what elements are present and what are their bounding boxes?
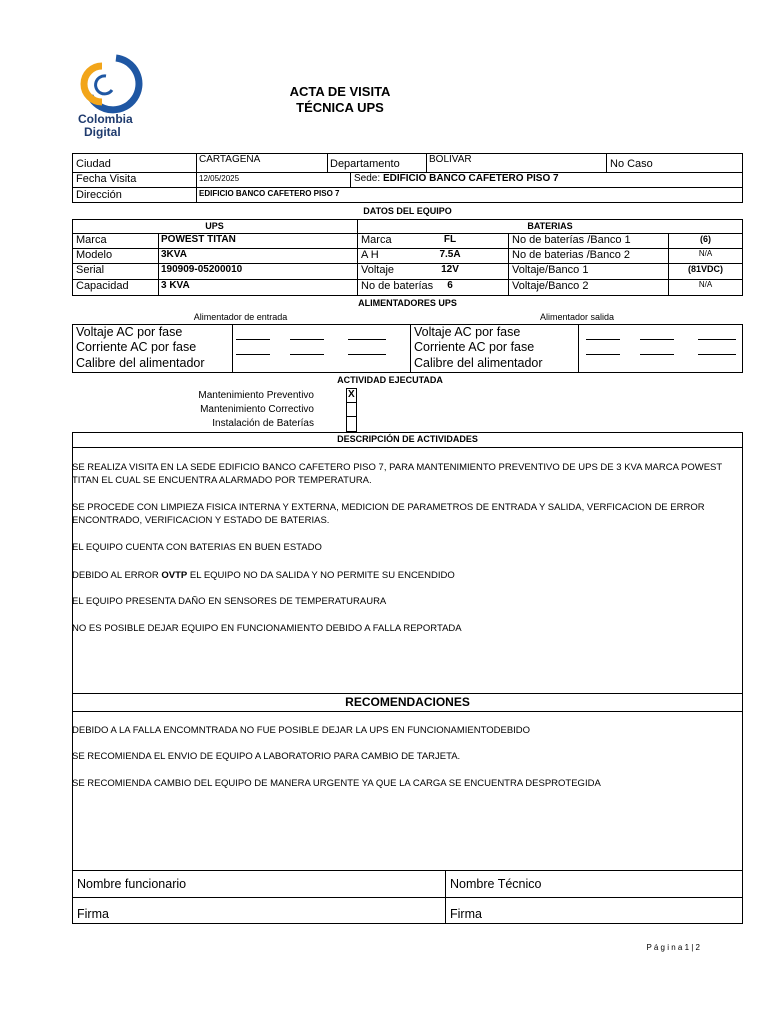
bateria-banco-label-1: No de baterias /Banco 2 [512,249,631,261]
ups-value-0: POWEST TITAN [161,234,236,245]
actividad-title: ACTIVIDAD EJECUTADA [337,375,443,385]
entrada-calibre-label: Calibre del alimentador [76,356,205,370]
firma-tecnico-label: Firma [450,907,482,921]
checkbox-preventivo[interactable] [346,388,357,403]
nombre-funcionario-label: Nombre funcionario [77,877,187,891]
recomendaciones-p3: SE RECOMIENDA CAMBIO DEL EQUIPO DE MANERA URGENTE YA QUE LA CARGA SE ENCUENTRA DESPROTEGIDA [72,778,601,789]
logo-text-line1: Colombia [78,112,133,126]
entrada-header: Alimentador de entrada [193,312,288,322]
departamento-label: Departamento [330,158,400,170]
salida-calibre-label: Calibre del alimentador [414,356,543,370]
entrada-blank-6[interactable] [348,354,386,355]
logo-text-line2: Digital [84,125,121,139]
checkbox-preventivo-mark: X [348,389,355,400]
descripcion-p4-bold: OVTP [161,570,188,581]
nombre-tecnico-label: Nombre Técnico [450,877,542,891]
direccion-label: Dirección [76,189,122,201]
entrada-blank-3[interactable] [348,339,386,340]
ups-value-2: 190909-05200010 [161,264,243,275]
bateria-value-0: FL [443,234,457,245]
sede-value: EDIFICIO BANCO CAFETERO PISO 7 [383,173,559,184]
page-title [250,84,430,116]
title-line1: ACTA DE VISITA [289,84,391,99]
entrada-blank-2[interactable] [290,339,324,340]
bateria-banco-value-1: N/A [698,249,713,258]
title-line2: TÉCNICA UPS [296,100,384,115]
salida-blank-3[interactable] [698,339,736,340]
descripcion-title: DESCRIPCIÓN DE ACTIVIDADES [337,434,478,444]
sede-label: Sede: [354,173,381,184]
descripcion-p3: EL EQUIPO CUENTA CON BATERIAS EN BUEN ESTADO [72,542,322,553]
recomendaciones-title: RECOMENDACIONES [345,695,470,709]
bateria-label-0: Marca [361,234,392,246]
bateria-value-3: 6 [447,280,453,291]
salida-corriente-label: Corriente AC por fase [414,340,535,354]
checkbox-correctivo[interactable] [346,402,357,417]
bateria-value-1: 7.5A [439,249,461,260]
bateria-label-3: No de baterías [361,280,434,292]
ups-header: UPS [205,221,224,231]
baterias-header: BATERIAS [527,221,573,231]
descripcion-p4 [72,569,737,582]
fecha-label: Fecha Visita [76,173,137,185]
entrada-blank-5[interactable] [290,354,324,355]
descripcion-p4-post: EL EQUIPO NO DA SALIDA Y NO PERMITE SU ENCENDIDO [187,570,455,581]
actividad-preventivo-label: Mantenimiento Preventivo [198,390,314,401]
recomendaciones-p1: DEBIDO A LA FALLA ENCOMNTRADA NO FUE POSIBLE DEJAR LA UPS EN FUNCIONAMIENTODEBIDO [72,725,531,736]
datos-equipo-title: DATOS DEL EQUIPO [363,206,452,216]
actividad-baterias-label: Instalación de Baterías [212,418,314,429]
entrada-voltaje-label: Voltaje AC por fase [76,325,183,339]
salida-header: Alimentador salida [539,312,615,322]
caso-label: No Caso [610,158,653,170]
bateria-banco-value-0: (6) [700,234,711,244]
salida-blank-5[interactable] [640,354,674,355]
page-number: P á g i n a 1 | 2 [646,943,700,952]
salida-voltaje-label: Voltaje AC por fase [414,325,521,339]
descripcion-p4-pre: DEBIDO AL ERROR [72,570,162,581]
salida-blank-2[interactable] [640,339,674,340]
bateria-banco-value-2: (81VDC) [687,264,723,274]
entrada-blank-4[interactable] [236,354,270,355]
ups-label-3: Capacidad [76,280,129,292]
departamento-value: BOLIVAR [429,154,472,165]
descripcion-p1: SE REALIZA VISITA EN LA SEDE EDIFICIO BANCO CAFETERO PISO 7, PARA MANTENIMIENTO PREVENTIVO DE UPS DE 3 KVA MARCA POWEST TITAN EL CUAL SE ENCUENTRA ALARMADO POR TEMPERATURA. [72,462,723,486]
firma-funcionario-label: Firma [77,907,109,921]
bateria-value-2: 12V [441,264,459,275]
recomendaciones-p2: SE RECOMIENDA EL ENVIO DE EQUIPO A LABORATORIO PARA CAMBIO DE TARJETA. [72,751,461,762]
ups-label-1: Modelo [76,249,113,261]
bateria-banco-label-2: Voltaje/Banco 1 [512,264,589,276]
ups-label-2: Serial [76,264,105,276]
fecha-value: 12/05/2025 [199,174,240,183]
bateria-banco-label-3: Voltaje/Banco 2 [512,280,589,292]
ciudad-label: Ciudad [76,158,111,170]
colombia-digital-logo-icon [76,52,146,114]
salida-blank-1[interactable] [586,339,620,340]
salida-blank-4[interactable] [586,354,620,355]
bateria-label-2: Voltaje [361,264,395,276]
bateria-banco-value-3: N/A [698,280,713,289]
entrada-corriente-label: Corriente AC por fase [76,340,197,354]
company-logo [76,52,146,140]
direccion-value: EDIFICIO BANCO CAFETERO PISO 7 [199,189,340,198]
descripcion-p2: SE PROCEDE CON LIMPIEZA FISICA INTERNA Y EXTERNA, MEDICION DE PARAMETROS DE ENTRADA Y SALIDA, VERFICACION DE ERROR ENCONTRADO, VERIFICACION Y ESTADO DE BATERIAS. [72,502,705,526]
descripcion-p6: NO ES POSIBLE DEJAR EQUIPO EN FUNCIONAMIENTO DEBIDO A FALLA REPORTADA [72,623,462,634]
ups-value-3: 3 KVA [161,280,190,291]
ups-value-1: 3KVA [161,249,187,260]
ups-label-0: Marca [76,234,107,246]
bateria-label-1: A H [361,249,379,261]
salida-blank-6[interactable] [698,354,736,355]
bateria-banco-label-0: No de baterías /Banco 1 [512,234,631,246]
ciudad-value: CARTAGENA [199,154,261,165]
entrada-blank-1[interactable] [236,339,270,340]
alimentadores-title: ALIMENTADORES UPS [358,298,457,308]
descripcion-p5: EL EQUIPO PRESENTA DAÑO EN SENSORES DE TEMPERATURAURA [72,596,387,607]
actividad-correctivo-label: Mantenimiento Correctivo [200,404,314,415]
checkbox-baterias[interactable] [346,416,357,432]
